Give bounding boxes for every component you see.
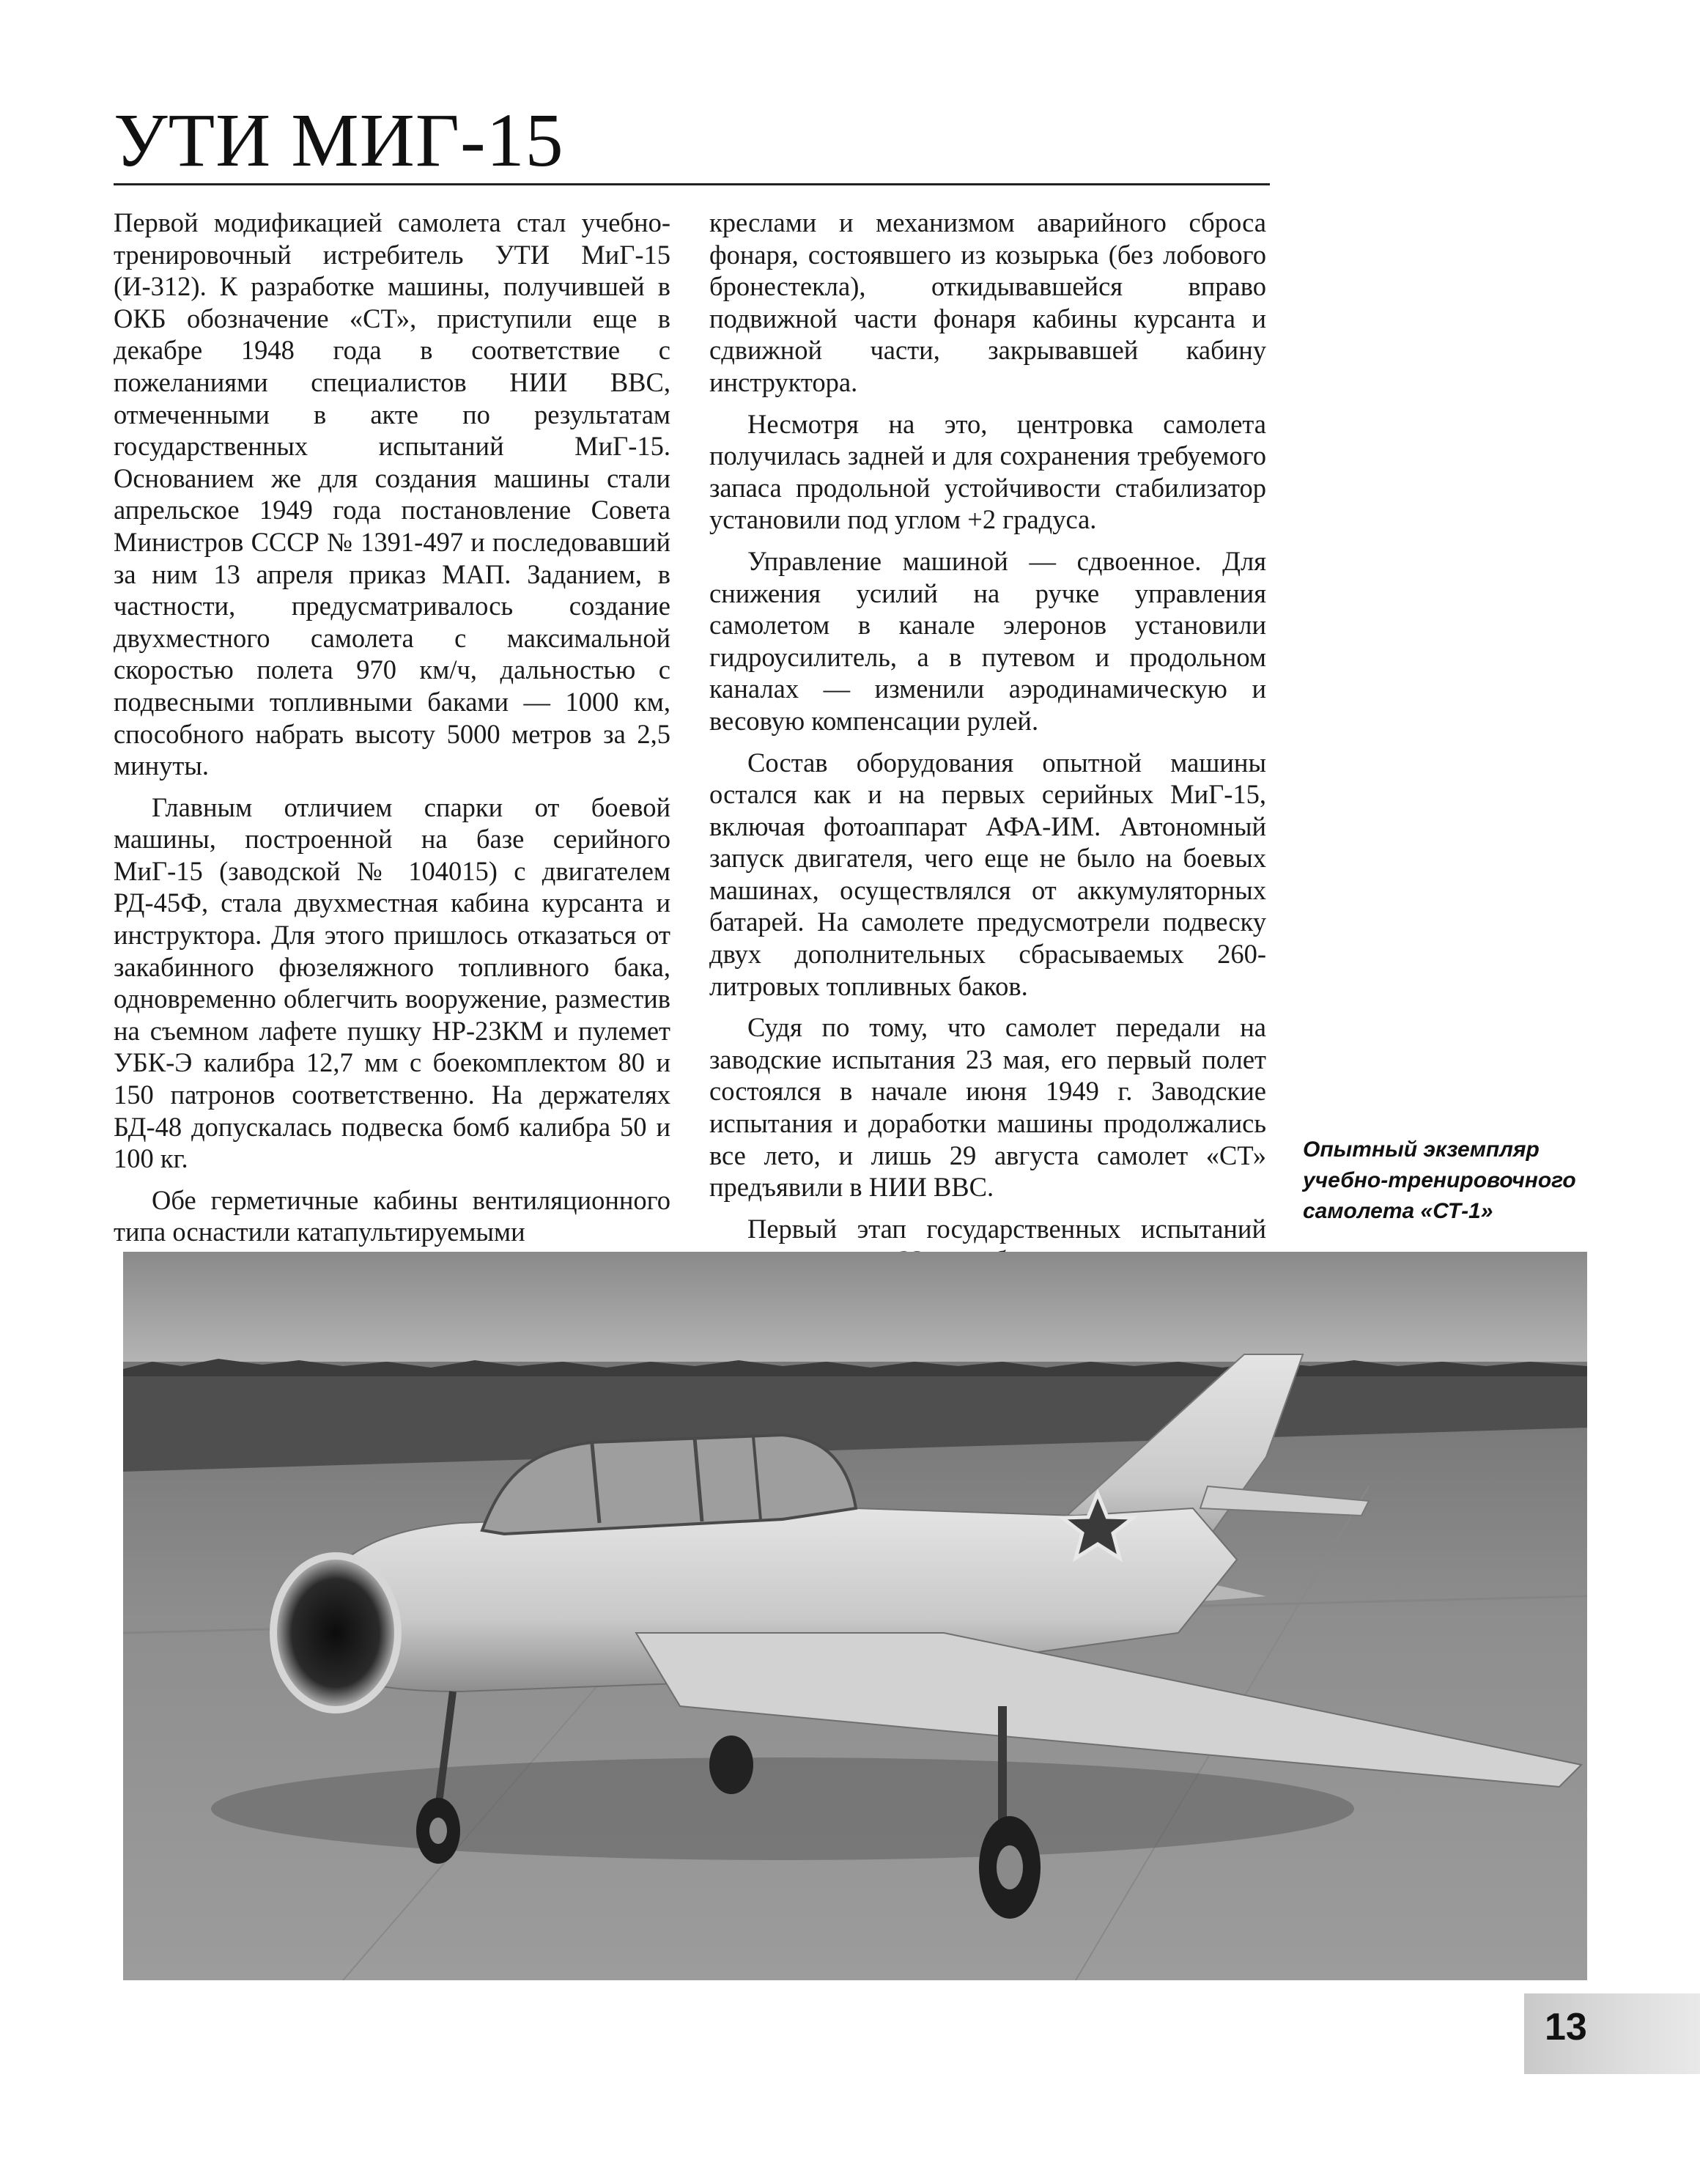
photo-caption: [1303, 1135, 1625, 1227]
main-wheel-hub: [997, 1845, 1023, 1889]
caption-line: Опытный экземпляр: [1303, 1137, 1540, 1162]
paragraph: Первой модификацией самолета стал учебно-тренировочный истребитель УТИ МиГ-15 (И-312). К разработке машины, получившей в ОКБ обозначение «СТ», приступили еще в декабре 1948 года в соответствие с пожеланиями специалистов НИИ ВВС, отмеченными в акте по результатам государственных испытаний МиГ-15. Основанием же для создания машины стали апрельское 1949 года постановление Совета Министров СССР № 1391-497 и последовавший за ним 13 апреля приказ МАП. Заданием, в частности, предусматривалось создание двухместного самолета с максимальной скоростью полета 970 км/ч, дальностью с подвесными топливными баками — 1000 км, способного набрать высоту 5000 метров за 2,5 минуты.: [114, 207, 670, 781]
main-wheel-far: [709, 1735, 753, 1794]
paragraph: Обе герметичные кабины вентиляционного типа оснастили катапультируемыми: [114, 1184, 670, 1247]
paragraph: Первый этап государственных испытаний: [747, 1213, 1266, 1244]
page-title: УТИ МИГ-15: [114, 98, 564, 182]
text-column-right: [709, 207, 1266, 1286]
aircraft-air-intake: [273, 1556, 398, 1710]
aircraft-shadow: [211, 1757, 1354, 1860]
caption-line: самолета «СТ-1»: [1303, 1199, 1493, 1223]
nose-wheel-hub: [429, 1818, 447, 1844]
text-column-left: [114, 207, 670, 1258]
paragraph: Главным отличием спарки от боевой машины, построенной на базе серийного МиГ-15 (заводской № 104015) с двигателем РД-45Ф, стала двухместная кабина курсанта и инструктора. Для этого пришлось отказаться от закабинного фюзеляжного топливного бака, одновременно облегчить вооружение, разместив на съемном лафете пушку НР-23КМ и пулемет УБК-Э калибра 12,7 мм с боекомплектом 80 и 150 патронов соответственно. На держателях БД-48 допускалась подвеска бомб калибра 50 и 100 кг.: [114, 792, 670, 1174]
title-divider: [114, 183, 1270, 185]
paragraph: Состав оборудования опытной машины остался как и на первых серийных МиГ-15, включая фотоаппарат АФА-ИМ. Автономный запуск двигателя, чего еще не было на боевых машинах, осуществлялся от аккумуляторных батарей. На самолете предусмотрели подвеску двух дополнительных сбрасываемых 260-литровых топливных баков.: [709, 747, 1266, 1001]
sky: [123, 1252, 1587, 1362]
paragraph: креслами и механизмом аварийного сброса фонаря, состоявшего из козырька (без лобового бронестекла), откидывавшейся вправо подвижной части фонаря кабины курсанта и сдвижной части, закрывавшей кабину инструктора.: [709, 207, 1266, 397]
aircraft-photo: [123, 1252, 1587, 1980]
paragraph: Судя по тому, что самолет передали на заводские испытания 23 мая, его первый полет состоялся в начале июня 1949 г. Заводские испытания и доработки машины продолжались все лето, и лишь 29 августа самолет «СТ» предъявили в НИИ ВВС.: [709, 1012, 1266, 1203]
paragraph: Несмотря на это, центровка самолета получилась задней и для сохранения требуемого запаса продольной устойчивости стабилизатор установили под углом +2 градуса.: [709, 408, 1266, 535]
paragraph: Управление машиной — сдвоенное. Для снижения усилий на ручке управления самолетом в канале элеронов установили гидроусилитель, а в путевом и продольном каналах — изменили аэродинамическую и весовую компенсации рулей.: [709, 545, 1266, 736]
page-number: 13: [1545, 2006, 1587, 2048]
caption-line: учебно-тренировочного: [1303, 1168, 1576, 1192]
